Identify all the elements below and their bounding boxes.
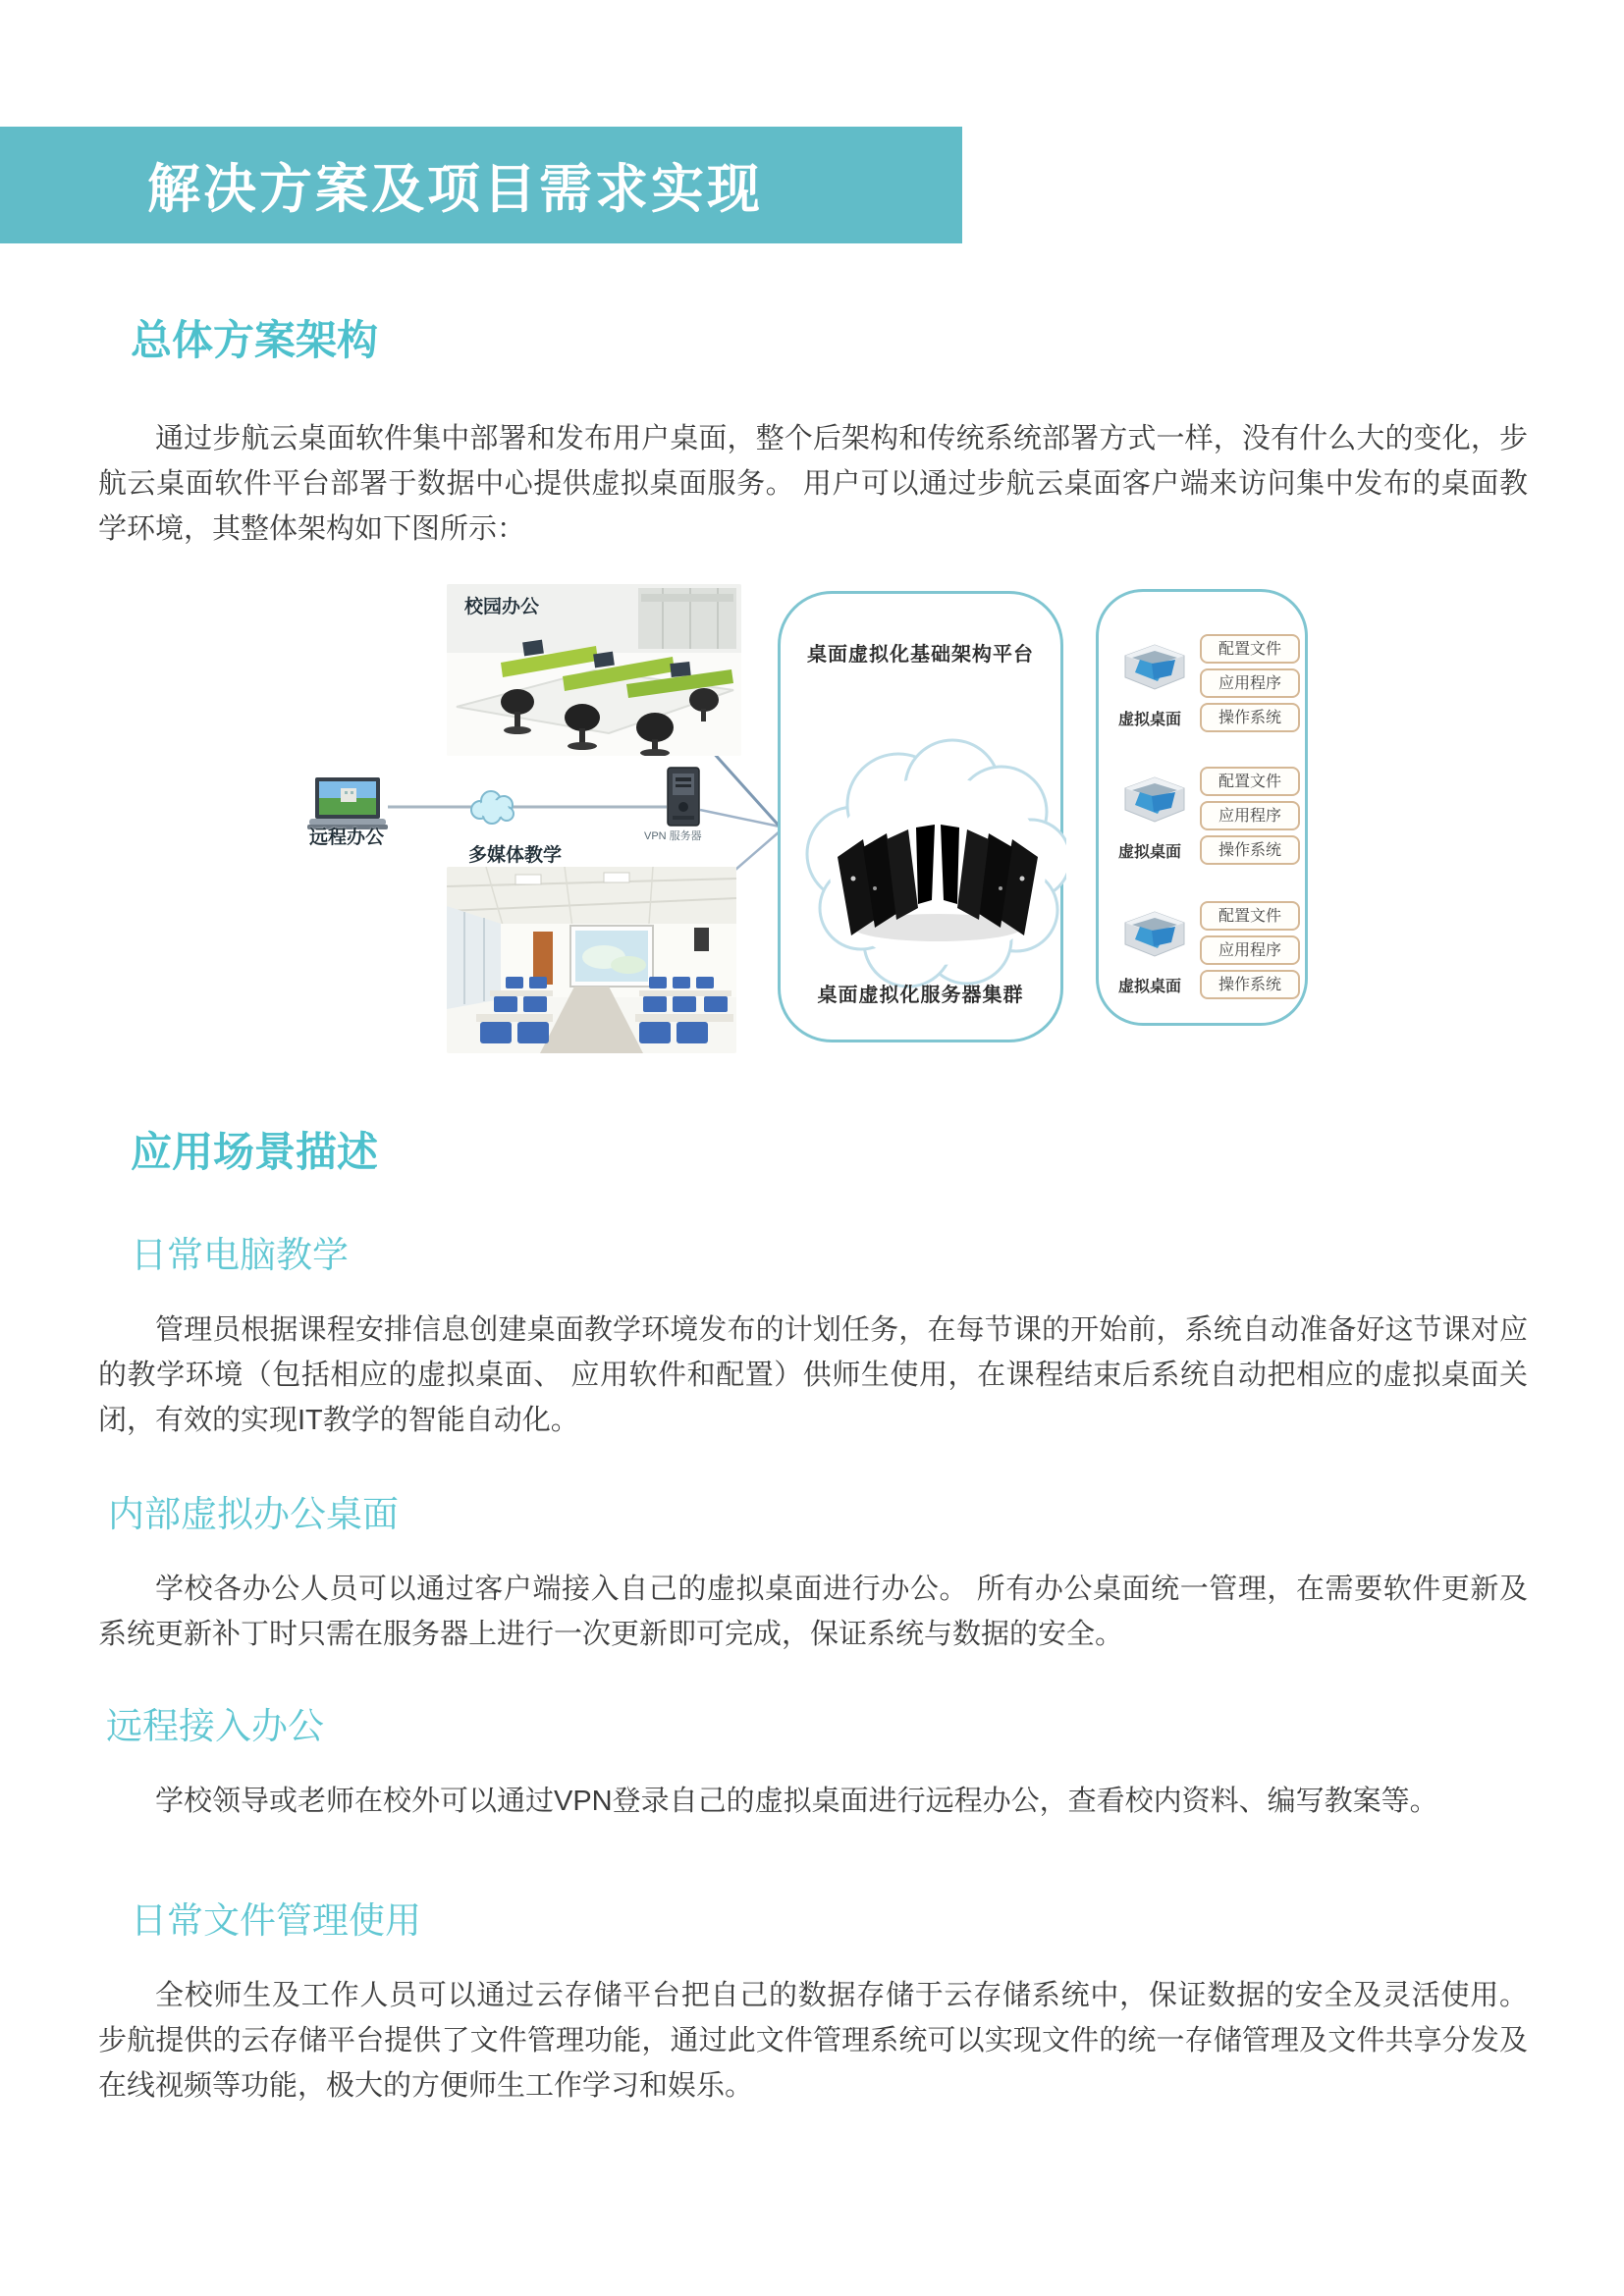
banner-title: 解决方案及项目需求实现 [147,160,763,219]
application-box: 应用程序 [1200,801,1300,830]
paragraph-remote-access-office: 学校领导或老师在校外可以通过VPN登录自己的虚拟桌面进行远程办公，查看校内资料、编写教案等。 [155,1786,1438,1817]
platform-title: 桌面虚拟化基础架构平台 [807,644,1034,666]
cluster-label: 桌面虚拟化服务器集群 [817,985,1024,1006]
virtual-desktop-icon [1120,769,1189,829]
virtual-desktop-icon [1120,636,1189,697]
application-box: 应用程序 [1200,935,1300,965]
page-banner [0,127,962,243]
heading-overall-architecture: 总体方案架构 [131,317,379,363]
architecture-diagram [295,584,1316,1053]
operating-system-box: 操作系统 [1200,970,1300,999]
multimedia-teaching-label: 多媒体教学 [468,845,563,866]
operating-system-box: 操作系统 [1200,835,1300,865]
virtual-desktop-label: 虚拟桌面 [1117,712,1181,728]
paragraph-internal-virtual-desktop: 学校各办公人员可以通过客户端接入自己的虚拟桌面进行办公。 所有办公桌面统一管理，在需要软件更新及系统更新补丁时只需在服务器上进行一次更新即可完成，保证系统与数据的安全。 [98,1574,1528,1650]
paragraph-daily-computer-teaching: 管理员根据课程安排信息创建桌面教学环境发布的计划任务，在每节课的开始前，系统自动准备好这节课对应的教学环境（包括相应的虚拟桌面、 应用软件和配置）供师生使用，在课程结束后系统自动把相应的虚拟桌面关闭，有效的实现IT教学的智能自动化。 [98,1314,1528,1436]
application-box: 应用程序 [1200,668,1300,698]
remote-office-label: 远程办公 [309,828,385,848]
virtual-desktop-group [1099,634,1311,740]
network-cloud-icon [465,788,520,826]
config-file-box: 配置文件 [1200,767,1300,796]
vpn-server-label: VPN 服务器 [644,830,702,842]
heading-application-scenarios: 应用场景描述 [131,1129,379,1175]
virtual-desktop-group [1099,901,1311,1007]
virtual-desktops-panel [1096,589,1308,1026]
vpn-server-icon [667,767,700,827]
virtualization-platform-panel [778,591,1063,1042]
virtual-desktop-icon [1120,903,1189,964]
subheading-daily-computer-teaching: 日常电脑教学 [131,1235,349,1275]
paragraph-overall-architecture: 通过步航云桌面软件集中部署和发布用户桌面，整个后架构和传统系统部署方式一样，没有什么大的变化，步航云桌面软件平台部署于数据中心提供虚拟桌面服务。 用户可以通过步航云桌面客户端来访问集中发布的桌面教学环境，其整体架构如下图所示： [98,423,1528,545]
paragraph-daily-file-management: 全校师生及工作人员可以通过云存储平台把自己的数据存储于云存储系统中，保证数据的安全及灵活使用。 步航提供的云存储平台提供了文件管理功能，通过此文件管理系统可以实现文件的统一存储管理及文件共享分发及在线视频等功能，极大的方便师生工作学习和娱乐。 [98,1980,1528,2102]
virtual-desktop-label: 虚拟桌面 [1117,844,1181,861]
multimedia-classroom-photo [447,867,736,1053]
campus-office-photo [447,584,741,756]
campus-office-label: 校园办公 [464,597,540,617]
operating-system-box: 操作系统 [1200,703,1300,732]
virtual-desktop-group [1099,767,1311,873]
virtual-desktop-label: 虚拟桌面 [1117,979,1181,995]
subheading-daily-file-management: 日常文件管理使用 [131,1900,421,1941]
subheading-internal-virtual-desktop: 内部虚拟办公桌面 [108,1494,399,1534]
subheading-remote-access-office: 远程接入办公 [106,1706,324,1746]
config-file-box: 配置文件 [1200,901,1300,931]
config-file-box: 配置文件 [1200,634,1300,664]
